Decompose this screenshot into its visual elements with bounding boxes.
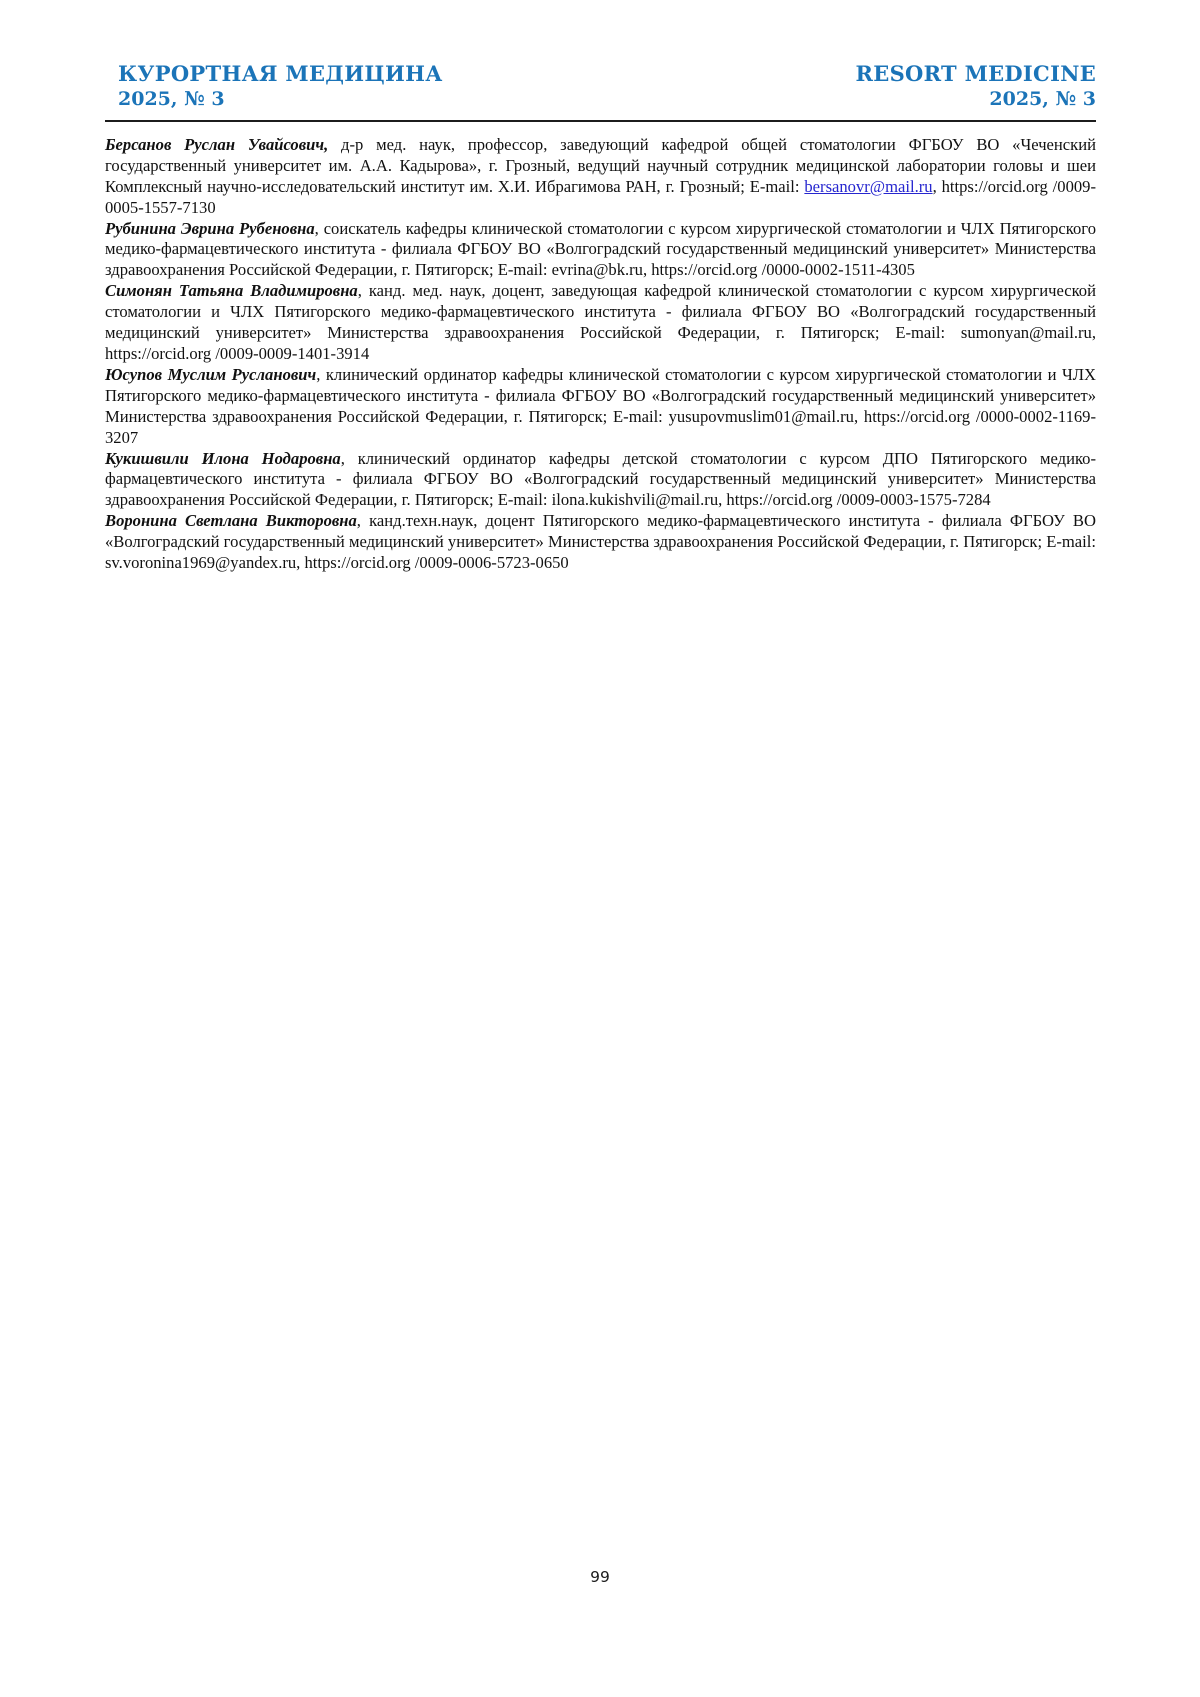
author-entry: Юсупов Муслим Русланович, клинический ординатор кафедры клинической стоматологии с курсом хирургической стоматологии и ЧЛХ Пятигорского медико-фармацевтического института - филиала ФГБОУ ВО «Волгоградский государственный медицинский университет» Министерства здравоохранения Российской Федерации, г. Пятигорск; E-mail: yusupovmuslim01@mail.ru, https://orcid.org /0000-0002-1169-3207 [105,364,1096,447]
author-email-link[interactable]: bersanovr@mail.ru [804,176,933,196]
journal-issue-en: 2025, № 3 [989,88,1096,111]
author-entry: Берсанов Руслан Увайсович, д-р мед. наук, профессор, заведующий кафедрой общей стоматологии ФГБОУ ВО «Чеченский государственный университет им. А.А. Кадырова», г. Грозный, ведущий научный сотрудник медицинской лаборатории головы и шеи Комплексный научно-исследовательский институт им. Х.И. Ибрагимова РАН, г. Грозный; E-mail: bersanovr@mail.ru, https://orcid.org /0009-0005-1557-7130 [105,134,1096,217]
author-name: Симонян Татьяна Владимировна [105,281,358,301]
author-name: Рубинина Эврина Рубеновна [105,218,315,238]
author-name: Юсупов Муслим Русланович [105,364,317,384]
journal-header-en [856,62,1096,111]
author-name: Берсанов Руслан Увайсович, [105,134,329,154]
page-content [105,0,1096,574]
journal-title-ru: КУРОРТНАЯ МЕДИЦИНА [118,61,443,86]
author-entry: Симонян Татьяна Владимировна, канд. мед. наук, доцент, заведующая кафедрой клинической стоматологии с курсом хирургической стоматологии и ЧЛХ Пятигорского медико-фармацевтического института - филиала ФГБОУ ВО «Волгоградский государственный медицинский университет» Министерства здравоохранения Российской Федерации, г. Пятигорск; E-mail: sumonyan@mail.ru, https://orcid.org /0009-0009-1401-3914 [105,281,1096,363]
page-number: 99 [590,1568,610,1586]
authors-section [105,135,1096,574]
page-footer [0,1568,1200,1586]
author-entry: Воронина Светлана Викторовна, канд.техн.наук, доцент Пятигорского медико-фармацевтического института - филиала ФГБОУ ВО «Волгоградский государственный медицинский университет» Министерства здравоохранения Российской Федерации, г. Пятигорск; E-mail: sv.voronina1969@yandex.ru, https://orcid.org /0009-0006-5723-0650 [105,511,1096,573]
journal-issue-ru: 2025, № 3 [118,88,225,111]
header-divider [105,120,1096,122]
author-entry: Кукишвили Илона Нодаровна, клинический ординатор кафедры детской стоматологии с курсом ДПО Пятигорского медико-фармацевтического института - филиала ФГБОУ ВО «Волгоградский государственный медицинский университет» Министерства здравоохранения Российской Федерации, г. Пятигорск; E-mail: ilona.kukishvili@mail.ru, https://orcid.org /0009-0003-1575-7284 [105,448,1096,510]
author-name: Воронина Светлана Викторовна [105,511,357,531]
journal-title-en: RESORT MEDICINE [855,61,1096,86]
author-name: Кукишвили Илона Нодаровна [105,448,341,468]
author-entry: Рубинина Эврина Рубеновна, соискатель кафедры клинической стоматологии с курсом хирургической стоматологии и ЧЛХ Пятигорского медико-фармацевтического института - филиала ФГБОУ ВО «Волгоградский государственный медицинский университет» Министерства здравоохранения Российской Федерации, г. Пятигорск; E-mail: evrina@bk.ru, https://orcid.org /0000-0002-1511-4305 [105,218,1096,280]
journal-header-ru [105,62,443,111]
page-header [105,0,1096,111]
